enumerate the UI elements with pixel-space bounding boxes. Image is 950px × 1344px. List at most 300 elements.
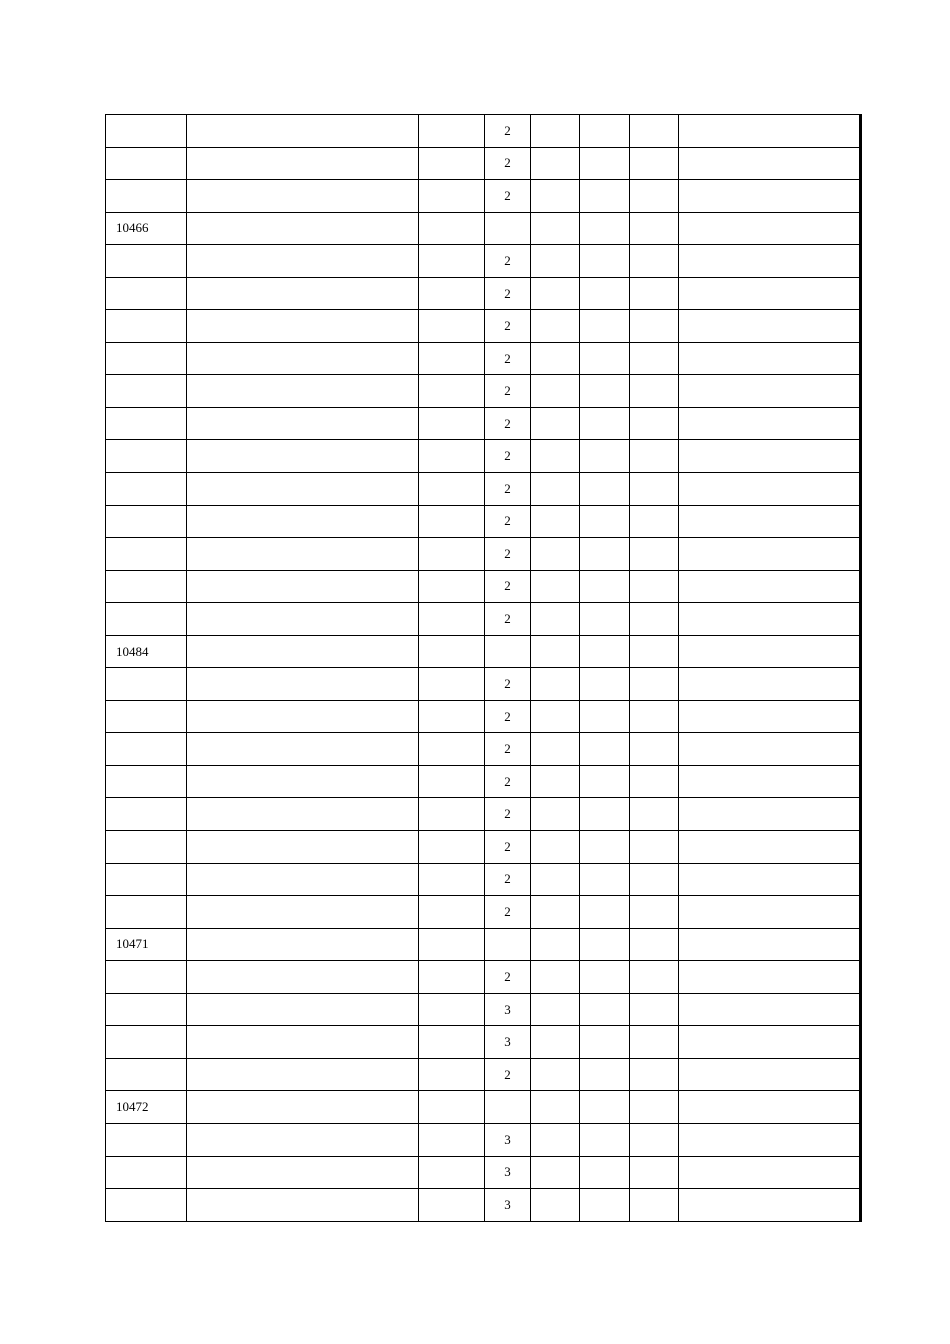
remarks-cell <box>679 798 861 831</box>
name-text <box>187 1002 223 1017</box>
code-cell <box>106 1026 187 1059</box>
name-cell <box>187 440 419 473</box>
code-cell <box>106 277 187 310</box>
empty-cell <box>580 668 630 701</box>
empty-cell <box>630 538 679 571</box>
quantity-text: 3 <box>504 1196 511 1212</box>
name-text <box>187 969 223 984</box>
empty-cell <box>531 1091 580 1124</box>
table-row <box>106 765 861 798</box>
name-text <box>187 1197 223 1212</box>
empty-cell <box>630 342 679 375</box>
empty-cell <box>531 1123 580 1156</box>
empty-cell <box>580 342 630 375</box>
unit-text <box>449 839 455 854</box>
empty-cell <box>580 440 630 473</box>
code-text: 10471 <box>116 936 149 952</box>
name-cell <box>187 961 419 994</box>
empty-cell <box>630 1058 679 1091</box>
table-row <box>106 1123 861 1156</box>
table-row <box>106 668 861 701</box>
code-cell <box>106 765 187 798</box>
code-cell <box>106 635 187 668</box>
name-text <box>187 1099 196 1114</box>
name-text <box>187 351 223 366</box>
empty-cell <box>630 1189 679 1222</box>
empty-cell <box>630 570 679 603</box>
quantity-cell <box>485 115 531 148</box>
code-cell <box>106 733 187 766</box>
unit-cell <box>419 538 485 571</box>
empty-cell <box>531 407 580 440</box>
table-row <box>106 147 861 180</box>
code-cell <box>106 570 187 603</box>
remarks-cell <box>679 668 861 701</box>
name-cell <box>187 1026 419 1059</box>
unit-cell <box>419 245 485 278</box>
quantity-cell <box>485 1123 531 1156</box>
table-row <box>106 700 861 733</box>
empty-cell <box>630 505 679 538</box>
unit-cell <box>419 1189 485 1222</box>
table-row <box>106 798 861 831</box>
empty-cell <box>580 1026 630 1059</box>
unit-cell <box>419 310 485 343</box>
code-cell <box>106 115 187 148</box>
unit-cell <box>419 1091 485 1124</box>
empty-cell <box>531 342 580 375</box>
table-row <box>106 538 861 571</box>
name-text <box>187 741 223 756</box>
unit-text <box>449 123 455 138</box>
quantity-text: 2 <box>504 1066 511 1082</box>
empty-cell <box>580 277 630 310</box>
remarks-cell <box>679 733 861 766</box>
empty-cell <box>531 668 580 701</box>
unit-cell <box>419 375 485 408</box>
table-row <box>106 603 861 636</box>
empty-cell <box>630 277 679 310</box>
name-text <box>187 611 223 626</box>
name-text <box>187 676 223 691</box>
empty-cell <box>531 310 580 343</box>
name-text <box>187 220 196 235</box>
quantity-cell <box>485 603 531 636</box>
name-text <box>187 1067 223 1082</box>
quantity-cell <box>485 961 531 994</box>
name-cell <box>187 733 419 766</box>
unit-cell <box>419 896 485 929</box>
unit-cell <box>419 798 485 831</box>
code-cell <box>106 1189 187 1222</box>
quantity-cell <box>485 407 531 440</box>
unit-cell <box>419 505 485 538</box>
unit-text <box>449 220 455 235</box>
unit-text <box>449 448 455 463</box>
empty-cell <box>580 245 630 278</box>
empty-cell <box>580 1091 630 1124</box>
quantity-cell <box>485 993 531 1026</box>
remarks-cell <box>679 635 861 668</box>
code-cell <box>106 245 187 278</box>
name-cell <box>187 180 419 213</box>
unit-text <box>449 741 455 756</box>
unit-cell <box>419 961 485 994</box>
unit-cell <box>419 733 485 766</box>
name-cell <box>187 798 419 831</box>
code-cell <box>106 798 187 831</box>
empty-cell <box>531 863 580 896</box>
name-cell <box>187 993 419 1026</box>
unit-text <box>449 253 455 268</box>
quantity-text: 2 <box>504 773 511 789</box>
code-cell <box>106 863 187 896</box>
unit-text <box>449 904 455 919</box>
empty-cell <box>580 538 630 571</box>
unit-text <box>449 644 455 659</box>
name-cell <box>187 473 419 506</box>
code-cell <box>106 668 187 701</box>
remarks-cell <box>679 342 861 375</box>
empty-cell <box>630 798 679 831</box>
quantity-cell <box>485 1026 531 1059</box>
code-cell <box>106 147 187 180</box>
empty-cell <box>531 765 580 798</box>
table-row <box>106 863 861 896</box>
unit-text <box>449 546 455 561</box>
empty-cell <box>580 505 630 538</box>
quantity-text: 2 <box>504 838 511 854</box>
empty-cell <box>630 115 679 148</box>
name-text <box>187 448 223 463</box>
unit-text <box>449 969 455 984</box>
empty-cell <box>630 993 679 1026</box>
empty-cell <box>580 928 630 961</box>
quantity-cell <box>485 1091 531 1124</box>
name-text <box>187 709 223 724</box>
quantity-cell <box>485 765 531 798</box>
code-cell <box>106 928 187 961</box>
empty-cell <box>580 798 630 831</box>
unit-cell <box>419 1026 485 1059</box>
name-cell <box>187 1189 419 1222</box>
empty-cell <box>630 961 679 994</box>
empty-cell <box>580 1189 630 1222</box>
unit-text <box>449 1099 455 1114</box>
code-cell <box>106 375 187 408</box>
empty-cell <box>580 407 630 440</box>
table-row <box>106 733 861 766</box>
unit-cell <box>419 277 485 310</box>
empty-cell <box>630 1091 679 1124</box>
remarks-cell <box>679 440 861 473</box>
quantity-text: 2 <box>504 187 511 203</box>
remarks-cell <box>679 1123 861 1156</box>
unit-text <box>449 1034 455 1049</box>
quantity-text: 2 <box>504 513 511 529</box>
quantity-text: 2 <box>504 285 511 301</box>
unit-cell <box>419 863 485 896</box>
quantity-text: 2 <box>504 578 511 594</box>
quantity-cell <box>485 798 531 831</box>
empty-cell <box>580 635 630 668</box>
name-cell <box>187 1091 419 1124</box>
quantity-cell <box>485 147 531 180</box>
empty-cell <box>630 668 679 701</box>
quantity-text: 3 <box>504 1131 511 1147</box>
quantity-cell <box>485 342 531 375</box>
quantity-text: 2 <box>504 383 511 399</box>
quantity-text: 3 <box>504 1001 511 1017</box>
empty-cell <box>630 375 679 408</box>
remarks-cell <box>679 603 861 636</box>
quantity-cell <box>485 635 531 668</box>
unit-text <box>449 1067 455 1082</box>
empty-cell <box>630 473 679 506</box>
empty-cell <box>630 180 679 213</box>
remarks-cell <box>679 831 861 864</box>
unit-cell <box>419 147 485 180</box>
name-cell <box>187 1156 419 1189</box>
empty-cell <box>531 115 580 148</box>
unit-cell <box>419 1123 485 1156</box>
empty-cell <box>580 1156 630 1189</box>
unit-text <box>449 318 455 333</box>
table-row <box>106 375 861 408</box>
empty-cell <box>580 1058 630 1091</box>
name-text <box>187 416 223 431</box>
quantity-cell <box>485 180 531 213</box>
name-text <box>187 286 223 301</box>
unit-text <box>449 871 455 886</box>
name-cell <box>187 277 419 310</box>
unit-text <box>449 709 455 724</box>
empty-cell <box>630 896 679 929</box>
quantity-cell <box>485 245 531 278</box>
empty-cell <box>580 603 630 636</box>
table-row <box>106 115 861 148</box>
name-text <box>187 513 223 528</box>
quantity-cell <box>485 505 531 538</box>
remarks-cell <box>679 505 861 538</box>
unit-text <box>449 611 455 626</box>
name-text <box>187 774 223 789</box>
name-text <box>187 546 223 561</box>
unit-text <box>449 806 455 821</box>
unit-cell <box>419 212 485 245</box>
code-cell <box>106 603 187 636</box>
empty-cell <box>580 733 630 766</box>
code-cell <box>106 342 187 375</box>
code-cell <box>106 1123 187 1156</box>
name-text <box>187 871 223 886</box>
name-cell <box>187 1058 419 1091</box>
name-text <box>187 188 223 203</box>
empty-cell <box>580 993 630 1026</box>
unit-text <box>449 774 455 789</box>
empty-cell <box>630 635 679 668</box>
name-cell <box>187 765 419 798</box>
unit-cell <box>419 668 485 701</box>
group-row <box>106 928 861 961</box>
quantity-text: 2 <box>504 155 511 171</box>
unit-cell <box>419 993 485 1026</box>
quantity-text: 2 <box>504 252 511 268</box>
name-cell <box>187 538 419 571</box>
unit-text <box>449 351 455 366</box>
unit-text <box>449 513 455 528</box>
name-text <box>187 123 223 138</box>
unit-text <box>449 286 455 301</box>
unit-text <box>449 1002 455 1017</box>
remarks-cell <box>679 375 861 408</box>
empty-cell <box>531 1058 580 1091</box>
empty-cell <box>580 180 630 213</box>
empty-cell <box>531 993 580 1026</box>
empty-cell <box>531 831 580 864</box>
unit-cell <box>419 765 485 798</box>
empty-cell <box>531 538 580 571</box>
name-text <box>187 318 223 333</box>
empty-cell <box>531 570 580 603</box>
unit-cell <box>419 635 485 668</box>
code-cell <box>106 700 187 733</box>
quantity-text: 2 <box>504 708 511 724</box>
code-cell <box>106 961 187 994</box>
quantity-text: 2 <box>504 545 511 561</box>
remarks-cell <box>679 147 861 180</box>
code-cell <box>106 538 187 571</box>
quantity-cell <box>485 473 531 506</box>
name-text <box>187 253 223 268</box>
quantity-cell <box>485 277 531 310</box>
quantity-cell <box>485 570 531 603</box>
table-row <box>106 993 861 1026</box>
remarks-cell <box>679 1189 861 1222</box>
empty-cell <box>531 375 580 408</box>
unit-cell <box>419 342 485 375</box>
table-row <box>106 473 861 506</box>
empty-cell <box>580 115 630 148</box>
unit-text <box>449 188 455 203</box>
empty-cell <box>531 1026 580 1059</box>
quantity-text: 2 <box>504 480 511 496</box>
empty-cell <box>630 1156 679 1189</box>
empty-cell <box>580 700 630 733</box>
empty-cell <box>630 407 679 440</box>
remarks-cell <box>679 1058 861 1091</box>
name-cell <box>187 375 419 408</box>
unit-cell <box>419 831 485 864</box>
quantity-text: 2 <box>504 318 511 334</box>
unit-text <box>449 416 455 431</box>
name-cell <box>187 831 419 864</box>
remarks-cell <box>679 180 861 213</box>
empty-cell <box>531 635 580 668</box>
code-text: 10472 <box>116 1099 149 1115</box>
remarks-cell <box>679 310 861 343</box>
empty-cell <box>580 147 630 180</box>
code-cell <box>106 407 187 440</box>
empty-cell <box>630 928 679 961</box>
quantity-cell <box>485 668 531 701</box>
table-row <box>106 1156 861 1189</box>
empty-cell <box>531 505 580 538</box>
empty-cell <box>531 700 580 733</box>
unit-cell <box>419 603 485 636</box>
quantity-text: 2 <box>504 448 511 464</box>
empty-cell <box>580 1123 630 1156</box>
empty-cell <box>630 765 679 798</box>
quantity-text: 2 <box>504 415 511 431</box>
code-cell <box>106 440 187 473</box>
group-row <box>106 212 861 245</box>
name-cell <box>187 245 419 278</box>
empty-cell <box>630 863 679 896</box>
quantity-text: 2 <box>504 741 511 757</box>
empty-cell <box>580 896 630 929</box>
empty-cell <box>531 1189 580 1222</box>
empty-cell <box>531 1156 580 1189</box>
table-row <box>106 961 861 994</box>
empty-cell <box>531 896 580 929</box>
unit-text <box>449 155 455 170</box>
quantity-text: 2 <box>504 122 511 138</box>
quantity-cell <box>485 928 531 961</box>
table-row <box>106 342 861 375</box>
empty-cell <box>580 961 630 994</box>
unit-text <box>449 676 455 691</box>
name-text <box>187 644 196 659</box>
code-cell <box>106 1156 187 1189</box>
name-cell <box>187 407 419 440</box>
name-cell <box>187 1123 419 1156</box>
quantity-text: 3 <box>504 1164 511 1180</box>
name-text <box>187 839 223 854</box>
quantity-cell <box>485 733 531 766</box>
empty-cell <box>630 310 679 343</box>
unit-cell <box>419 570 485 603</box>
remarks-cell <box>679 700 861 733</box>
name-text <box>187 1132 223 1147</box>
remarks-cell <box>679 1091 861 1124</box>
name-text <box>187 1034 223 1049</box>
code-cell <box>106 180 187 213</box>
table-body <box>106 115 861 1222</box>
empty-cell <box>580 473 630 506</box>
table-row <box>106 310 861 343</box>
remarks-cell <box>679 993 861 1026</box>
table-row <box>106 277 861 310</box>
empty-cell <box>630 733 679 766</box>
code-cell <box>106 1091 187 1124</box>
quantity-cell <box>485 700 531 733</box>
remarks-cell <box>679 863 861 896</box>
unit-cell <box>419 700 485 733</box>
empty-cell <box>630 245 679 278</box>
unit-text <box>449 383 455 398</box>
name-text <box>187 155 223 170</box>
remarks-cell <box>679 896 861 929</box>
remarks-cell <box>679 245 861 278</box>
name-cell <box>187 342 419 375</box>
empty-cell <box>531 245 580 278</box>
quantity-text: 2 <box>504 806 511 822</box>
unit-text <box>449 1164 455 1179</box>
quantity-cell <box>485 896 531 929</box>
unit-cell <box>419 1156 485 1189</box>
quantity-cell <box>485 440 531 473</box>
